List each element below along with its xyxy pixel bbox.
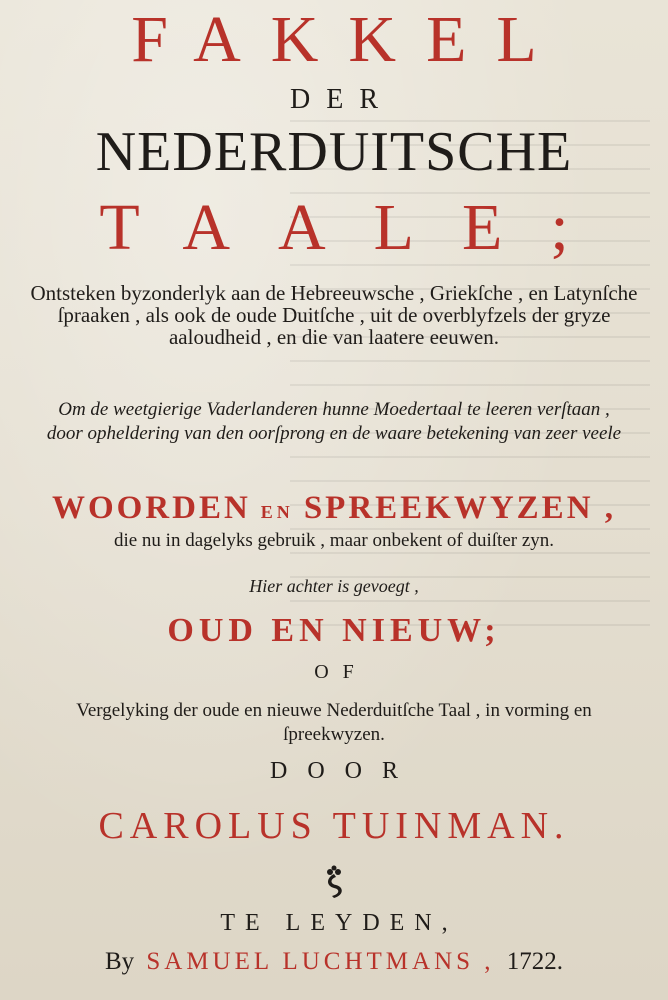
subtitle-paragraph: Ontsteken byzonderlyk aan de Hebreeuwsche , Griekſche , en Latynſche ſpraaken , als ook de oude Duitſche , uit de overblyfzels der gryze aaloudheid , en die van laatere eeuwen. bbox=[30, 281, 638, 349]
comparison-paragraph: Vergelyking der oude en nieuwe Nederduitſche Taal , in vorming en ſpreekwyzen. bbox=[76, 700, 592, 745]
appendix-title: OUD EN NIEUW; bbox=[167, 612, 501, 649]
printers-fleuron-icon bbox=[0, 860, 668, 900]
appendix-note: Hier achter is gevoegt , bbox=[249, 576, 419, 596]
door-line: DOOR bbox=[269, 758, 418, 784]
imprint-place: TE LEYDEN, bbox=[220, 910, 458, 936]
imprint-by: By bbox=[104, 948, 135, 975]
author-name: CAROLUS TUINMAN. bbox=[98, 805, 570, 847]
of-line: OF bbox=[314, 661, 368, 683]
title-taale: TAALE; bbox=[99, 191, 617, 264]
spreekwyzen-word: SPREEKWYZEN , bbox=[303, 490, 617, 526]
title-der: DER bbox=[290, 84, 394, 115]
purpose-paragraph: Om de weetgierige Vaderlanderen hunne Moedertaal te leeren verſtaan , door opheldering van den oorſprong en de waare betekening van zeer veele bbox=[46, 399, 622, 444]
title-nederduitsche: NEDERDUITSCHE bbox=[95, 121, 573, 183]
title-fakkel: FAKKEL bbox=[131, 3, 567, 76]
imprint-year: 1722. bbox=[506, 948, 564, 975]
usage-line: die nu in dagelyks gebruik , maar onbekent of duiſter zyn. bbox=[113, 530, 555, 551]
en-word: EN bbox=[260, 502, 294, 522]
woorden-word: WOORDEN bbox=[51, 490, 251, 526]
imprint-publisher: SAMUEL LUCHTMANS , bbox=[146, 948, 495, 975]
imprint-publisher-line bbox=[0, 948, 668, 976]
woorden-en-spreekwyzen bbox=[0, 490, 668, 527]
